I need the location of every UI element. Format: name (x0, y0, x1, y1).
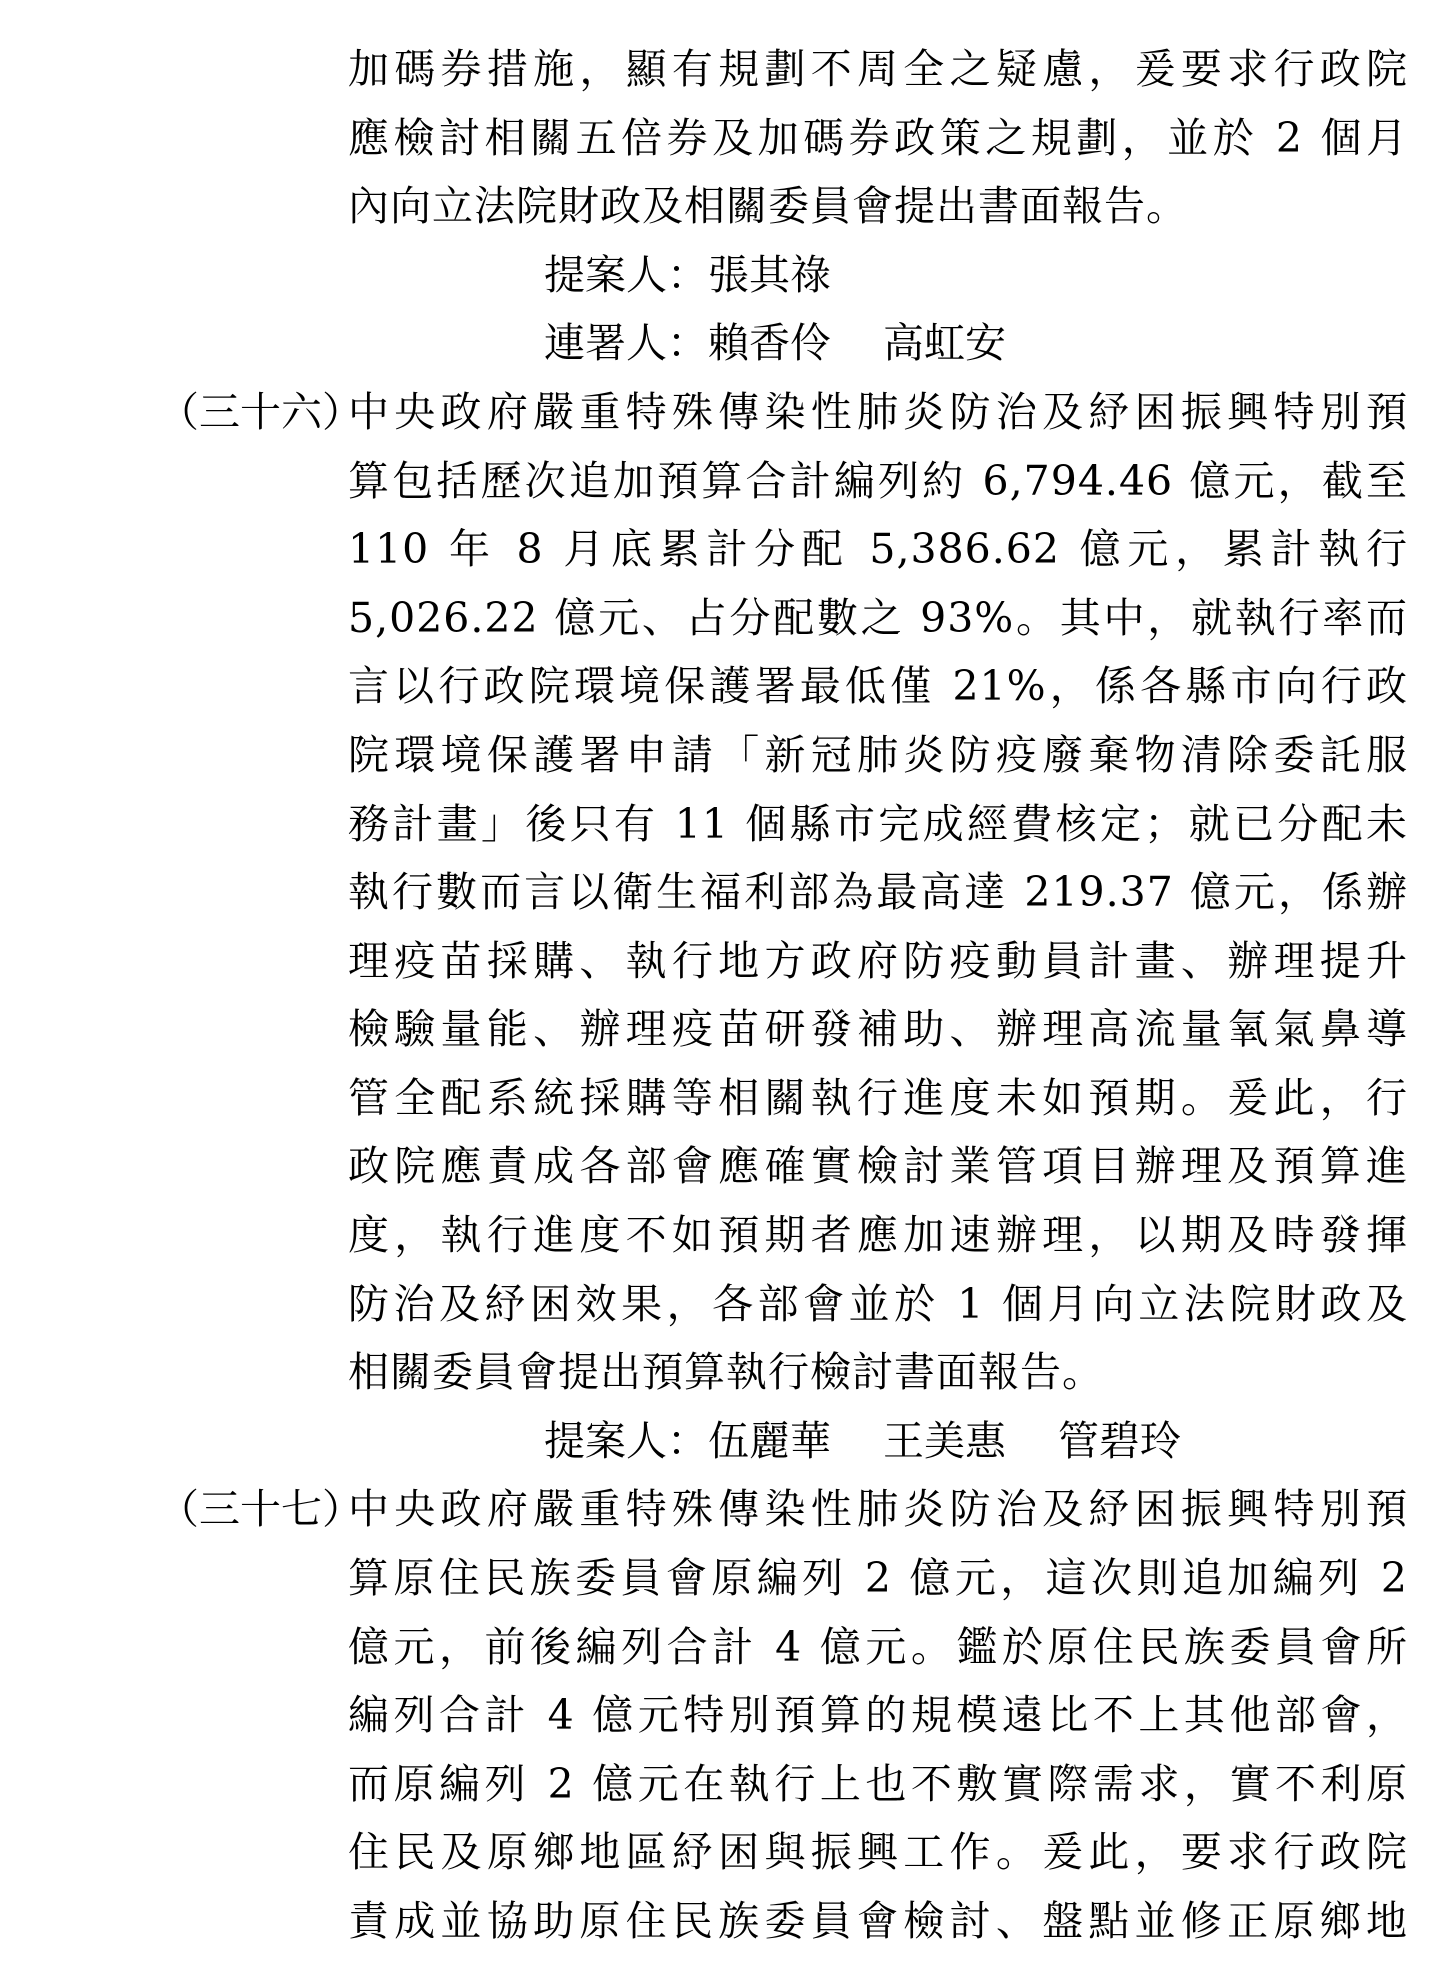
proposer-name: 王美惠 (883, 1417, 1006, 1465)
proposer-label: 提案人： (544, 1417, 708, 1465)
proposer-line (544, 246, 883, 304)
paragraph-line: 責成並協助原住民族委員會檢討、盤點並修正原鄉地 (348, 1897, 1408, 1945)
paragraph-line: 中央政府嚴重特殊傳染性肺炎防治及紓困振興特別預 (348, 388, 1408, 436)
proposer-name: 伍麗華 (708, 1417, 831, 1465)
paragraph-line: 算原住民族委員會原編列 2 億元，這次則追加編列 2 (348, 1554, 1408, 1602)
paragraph-line: 應檢討相關五倍券及加碼券政策之規劃，並於 2 個月 (348, 114, 1408, 162)
paragraph-line: 檢驗量能、辦理疫苗研發補助、辦理高流量氧氣鼻導 (348, 1005, 1408, 1053)
paragraph-line: 內向立法院財政及相關委員會提出書面報告。 (348, 182, 1188, 230)
paragraph-line: 務計畫」後只有 11 個縣市完成經費核定；就已分配未 (348, 800, 1408, 848)
cosigner-name: 賴香伶 (708, 319, 831, 367)
paragraph-line: 政院應責成各部會應確實檢討業管項目辦理及預算進 (348, 1142, 1408, 1190)
item-number: （三十六） (158, 388, 363, 436)
item-number: （三十七） (158, 1485, 363, 1533)
cosigner-name: 高虹安 (883, 319, 1006, 367)
cosigner-line (544, 314, 1058, 372)
paragraph-line: 理疫苗採購、執行地方政府防疫動員計畫、辦理提升 (348, 937, 1408, 985)
proposer-line (544, 1412, 1233, 1470)
cosigner-label: 連署人： (544, 319, 708, 367)
paragraph-line: 億元，前後編列合計 4 億元。鑑於原住民族委員會所 (348, 1623, 1408, 1671)
proposer-name: 張其祿 (708, 251, 831, 299)
paragraph-line: 編列合計 4 億元特別預算的規模遠比不上其他部會， (348, 1691, 1408, 1739)
proposer-name: 管碧玲 (1058, 1417, 1181, 1465)
paragraph-line: 言以行政院環境保護署最低僅 21%，係各縣市向行政 (348, 662, 1408, 710)
paragraph-line: 5,026.22 億元、占分配數之 93%。其中，就執行率而 (348, 594, 1408, 642)
paragraph-line: 度，執行進度不如預期者應加速辦理，以期及時發揮 (348, 1211, 1408, 1259)
paragraph-line: 加碼券措施，顯有規劃不周全之疑慮，爰要求行政院 (348, 45, 1408, 93)
paragraph-line: 算包括歷次追加預算合計編列約 6,794.46 億元，截至 (348, 457, 1408, 505)
paragraph-line: 住民及原鄉地區紓困與振興工作。爰此，要求行政院 (348, 1828, 1408, 1876)
paragraph-line: 管全配系統採購等相關執行進度未如預期。爰此，行 (348, 1074, 1408, 1122)
proposer-label: 提案人： (544, 251, 708, 299)
paragraph-line: 110 年 8 月底累計分配 5,386.62 億元，累計執行 (348, 525, 1408, 573)
paragraph-line: 院環境保護署申請「新冠肺炎防疫廢棄物清除委託服 (348, 731, 1408, 779)
paragraph-line: 而原編列 2 億元在執行上也不敷實際需求，實不利原 (348, 1760, 1408, 1808)
paragraph-line: 中央政府嚴重特殊傳染性肺炎防治及紓困振興特別預 (348, 1485, 1408, 1533)
paragraph-line: 防治及紓困效果，各部會並於 1 個月向立法院財政及 (348, 1280, 1408, 1328)
paragraph-line: 相關委員會提出預算執行檢討書面報告。 (348, 1348, 1104, 1396)
paragraph-line: 執行數而言以衛生福利部為最高達 219.37 億元，係辦 (348, 868, 1408, 916)
